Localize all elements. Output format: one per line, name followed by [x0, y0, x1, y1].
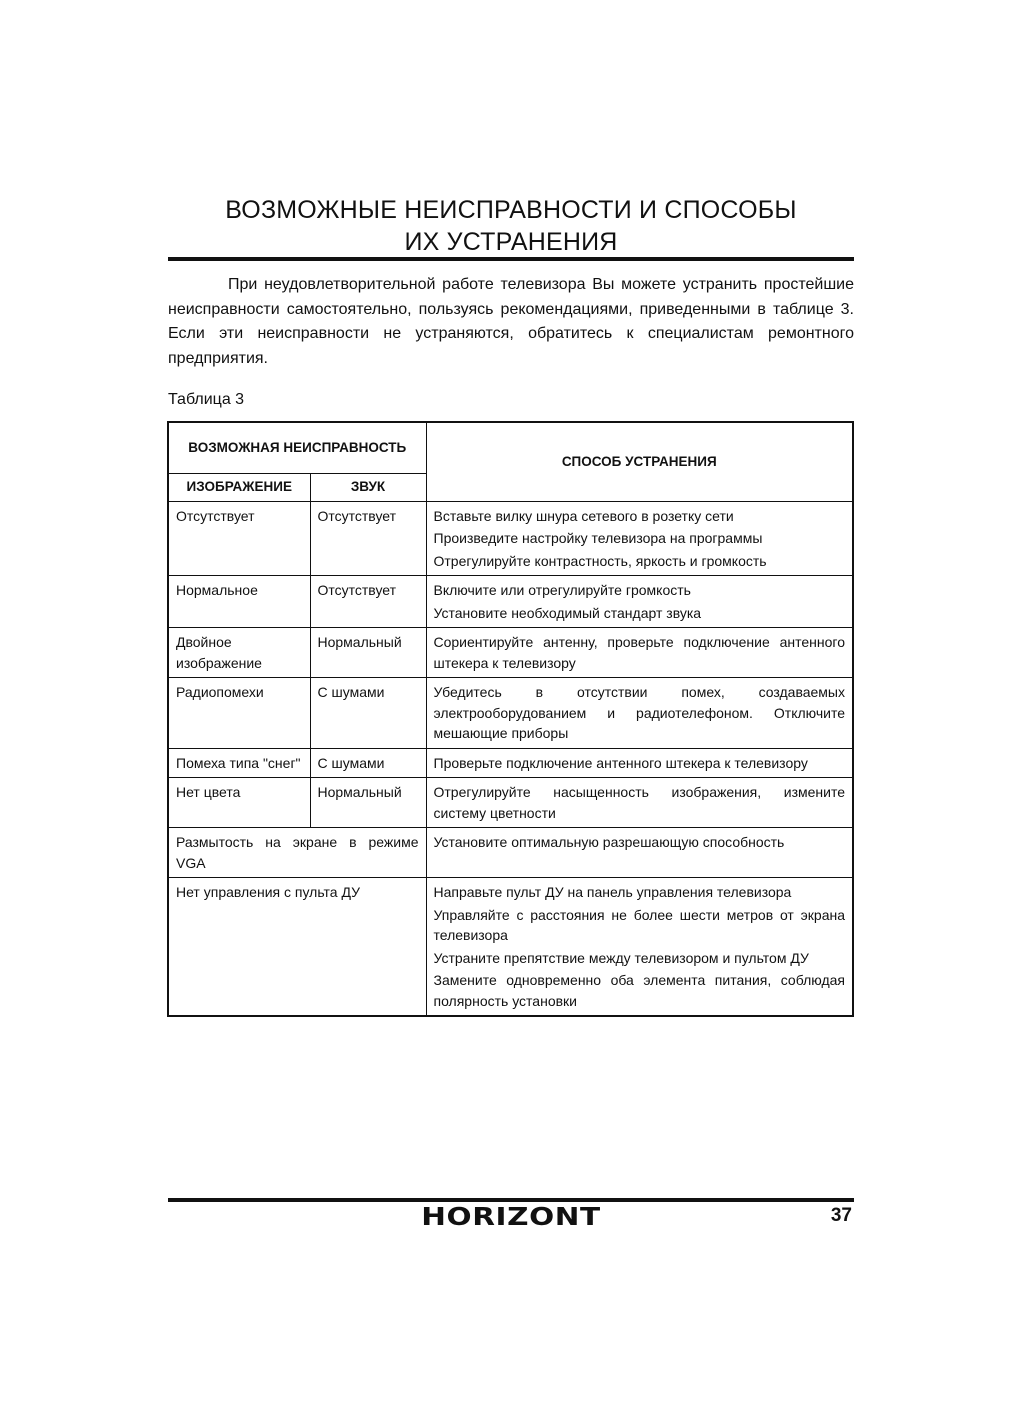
header-possible-fault: ВОЗМОЖНАЯ НЕИСПРАВНОСТЬ	[168, 422, 426, 474]
image-fault-cell: Отсутствует	[168, 501, 310, 576]
header-image: ИЗОБРАЖЕНИЕ	[168, 474, 310, 502]
table-body	[168, 501, 853, 1016]
page-title-line-1: ВОЗМОЖНЫЕ НЕИСПРАВНОСТИ И СПОСОБЫ	[225, 196, 797, 224]
remedy-cell	[426, 678, 853, 749]
troubleshooting-table	[167, 421, 854, 1017]
sound-fault-cell: С шумами	[310, 678, 426, 749]
page-title	[168, 194, 854, 258]
image-fault-cell: Нормальное	[168, 576, 310, 628]
remedy-line: Управляйте с расстояния не более шести метров от экрана телевизора	[433, 906, 845, 943]
image-fault-cell: Радиопомехи	[168, 678, 310, 749]
remedy-line: Убедитесь в отсутствии помех, создаваемых электрооборудованием и радиотелефоном. Отключите мешающие приборы	[433, 684, 845, 741]
remedy-cell	[426, 501, 853, 576]
table-row	[168, 501, 853, 576]
remedy-line: Установите необходимый стандарт звука	[433, 604, 702, 621]
sound-fault-cell: С шумами	[310, 748, 426, 778]
table-row	[168, 748, 853, 778]
remedy-line: Сориентируйте антенну, проверьте подключение антенного штекера к телевизору	[433, 634, 845, 671]
remedy-line: Произведите настройку телевизора на программы	[433, 530, 763, 546]
remedy-line: Отрегулируйте насыщенность изображения, измените систему цветности	[433, 784, 845, 821]
table-row	[168, 576, 853, 628]
remedy-cell	[426, 778, 853, 828]
intro-paragraph: При неудовлетворительной работе телевизора Вы можете устранить простейшие неисправности самостоятельно, пользуясь рекомендациями, приведенными в таблице 3. Если эти неисправности не устраняются, обратитесь к специалистам ремонтного предприятия.	[168, 276, 854, 367]
remedy-line: Проверьте подключение антенного штекера к телевизору	[433, 754, 808, 771]
fault-cell: Размытость на экране в режиме VGA	[168, 828, 426, 878]
remedy-cell	[426, 878, 853, 1017]
sound-fault-cell: Отсутствует	[310, 501, 426, 576]
image-fault-cell: Помеха типа "снег"	[168, 748, 310, 778]
table-row	[168, 628, 853, 678]
header-remedy: СПОСОБ УСТРАНЕНИЯ	[426, 422, 853, 501]
remedy-cell	[426, 628, 853, 678]
table-caption: Таблица 3	[168, 391, 245, 408]
remedy-line: Замените одновременно оба элемента питания, соблюдая полярность установки	[433, 972, 845, 1009]
table-row	[168, 778, 853, 828]
fault-cell: Нет управления с пульта ДУ	[168, 878, 426, 1017]
sound-fault-cell: Нормальный	[310, 628, 426, 678]
remedy-cell	[426, 748, 853, 778]
remedy-line: Устраните препятствие между телевизором и пультом ДУ	[433, 949, 809, 966]
remedy-line: Отрегулируйте контрастность, яркость и громкость	[433, 552, 767, 569]
image-fault-cell: Двойное изображение	[168, 628, 310, 678]
header-sound: ЗВУК	[310, 474, 426, 502]
image-fault-cell: Нет цвета	[168, 778, 310, 828]
table-row	[168, 678, 853, 749]
table-row	[168, 878, 853, 1017]
remedy-cell	[426, 828, 853, 878]
remedy-line: Включите или отрегулируйте громкость	[433, 582, 691, 598]
page-title-line-2: ИХ УСТРАНЕНИЯ	[404, 228, 618, 256]
title-rule	[168, 257, 854, 261]
page-number: 37	[830, 1205, 852, 1226]
brand-logo: HORIZONT	[421, 1202, 601, 1231]
sound-fault-cell: Нормальный	[310, 778, 426, 828]
sound-fault-cell: Отсутствует	[310, 576, 426, 628]
remedy-line: Направьте пульт ДУ на панель управления телевизора	[433, 884, 792, 900]
remedy-line: Установите оптимальную разрешающую способность	[433, 834, 785, 850]
table-row	[168, 828, 853, 878]
remedy-line: Вставьте вилку шнура сетевого в розетку сети	[433, 507, 734, 524]
remedy-cell	[426, 576, 853, 628]
